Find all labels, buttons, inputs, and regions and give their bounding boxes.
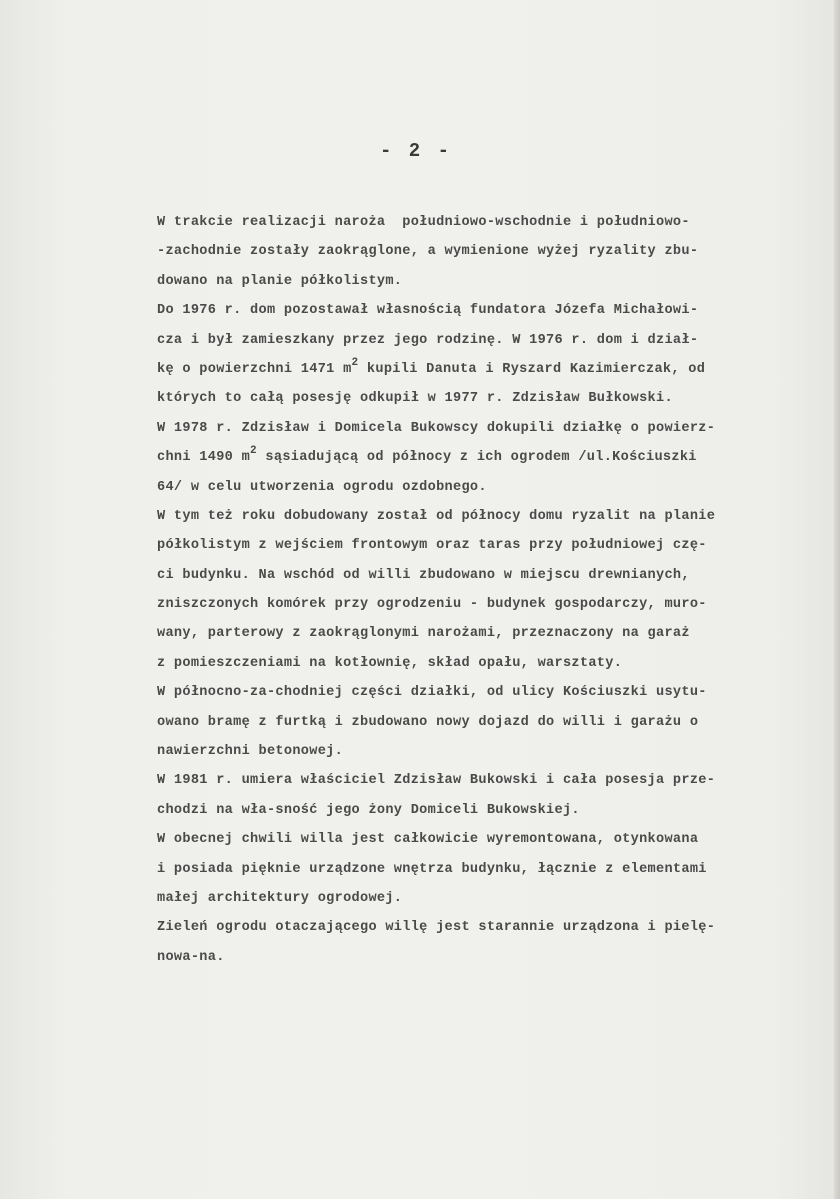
text-segment: kupili Danuta i Ryszard Kazimierczak, od	[358, 361, 706, 377]
page-number: - 2 -	[380, 140, 453, 162]
text-line: wany, parterowy z zaokrąglonymi narożami, przeznaczony na garaż	[157, 626, 690, 642]
text-line: W 1981 r. umiera właściciel Zdzisław Bukowski i cała posesja prze-	[157, 773, 716, 789]
text-line: których to całą posesję odkupił w 1977 r. Zdzisław Bułkowski.	[157, 391, 673, 407]
text-line-area-1471	[157, 355, 833, 384]
text-line-area-1490	[157, 443, 833, 472]
unit-exponent: 2	[250, 445, 257, 458]
text-line: W trakcie realizacji naroża południowo-wschodnie i południowo-	[157, 215, 690, 230]
text-segment: kę o powierzchni 1471	[157, 361, 344, 377]
text-line: Do 1976 r. dom pozostawał własnością fundatora Józefa Michałowi-	[157, 303, 699, 319]
text-segment: chni 1490	[157, 450, 242, 466]
text-segment: sąsiadującą od północy z ich ogrodem /ul.Kościuszki	[256, 450, 697, 466]
page-edge	[834, 0, 840, 1199]
unit-m: m	[241, 450, 251, 466]
text-line: 64/ w celu utworzenia ogrodu ozdobnego.	[157, 479, 487, 495]
text-line: i posiada pięknie urządzone wnętrza budynku, łącznie z elementami	[157, 861, 707, 877]
text-line: W 1978 r. Zdzisław i Domicela Bukowscy dokupili działkę o powierz-	[157, 420, 716, 436]
typed-text-body	[157, 208, 833, 972]
text-line: owano bramę z furtką i zbudowano nowy dojazd do willi i garażu o	[157, 714, 699, 730]
text-line: Zieleń ogrodu otaczającego willę jest starannie urządzona i pielę-	[157, 920, 716, 936]
text-line: ci budynku. Na wschód od willi zbudowano w miejscu drewnianych,	[157, 567, 690, 583]
text-line: dowano na planie półkolistym.	[157, 273, 403, 289]
text-line: chodzi na wła-sność jego żony Domiceli Bukowskiej.	[157, 802, 580, 818]
text-line: W tym też roku dobudowany został od północy domu ryzalit na planie	[157, 508, 716, 524]
text-line: zniszczonych komórek przy ogrodzeniu - budynek gospodarczy, muro-	[157, 597, 707, 613]
text-line: W obecnej chwili willa jest całkowicie wyremontowana, otynkowana	[157, 832, 699, 848]
text-line: z pomieszczeniami na kotłownię, skład opału, warsztaty.	[157, 655, 623, 671]
text-line: cza i był zamieszkany przez jego rodzinę. W 1976 r. dom i dział-	[157, 332, 699, 348]
text-line: półkolistym z wejściem frontowym oraz taras przy południowej czę-	[157, 538, 707, 554]
text-line: W północno-za-chodniej części działki, od ulicy Kościuszki usytu-	[157, 685, 707, 701]
text-line: -zachodnie zostały zaokrąglone, a wymienione wyżej ryzality zbu-	[157, 244, 699, 260]
text-line: nowa-na.	[157, 949, 225, 965]
unit-exponent: 2	[351, 356, 359, 369]
text-line: małej architektury ogrodowej.	[157, 890, 403, 906]
unit-m: m	[343, 361, 352, 377]
text-line: nawierzchni betonowej.	[157, 744, 344, 760]
